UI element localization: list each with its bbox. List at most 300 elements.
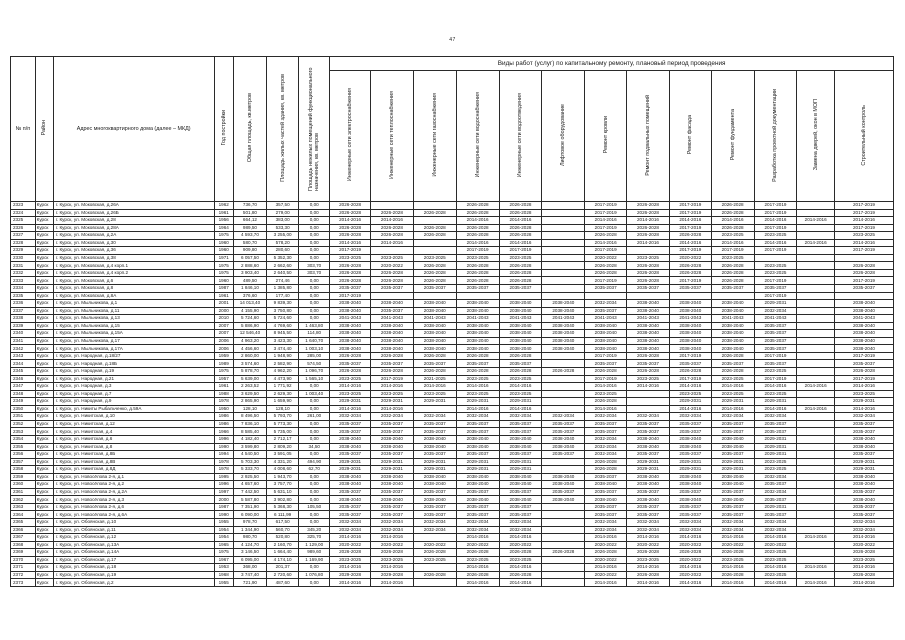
table-cell: 4 769,60 — [267, 322, 299, 330]
table-cell: Курск — [35, 428, 53, 436]
table-cell: 2017-2019 — [754, 375, 797, 383]
table-cell: 2035-2037 — [413, 511, 456, 519]
table-row — [11, 269, 894, 277]
table-cell: 2029-2031 — [669, 398, 711, 406]
table-cell: Курск — [35, 549, 53, 557]
table-cell: 2026-2028 — [585, 232, 627, 240]
table-cell: г. Курск, ул. Никитская, д.6 — [53, 435, 214, 443]
table-cell: 2014-2016 — [370, 383, 413, 391]
table-cell: 2032-2034 — [834, 526, 893, 534]
table-cell: 2035-2037 — [585, 511, 627, 519]
table-cell: 2023-2025 — [754, 262, 797, 270]
table-cell: 3 902,80 — [267, 496, 299, 504]
table-cell: 2038-2040 — [370, 300, 413, 308]
table-cell: г. Курск, ул. Обоянская, д.10 — [53, 518, 214, 526]
table-cell: 2026-2028 — [413, 571, 456, 579]
table-cell: 2014-2016 — [330, 383, 371, 391]
table-cell: 2038-2040 — [585, 345, 627, 353]
table-cell: 1955 — [214, 579, 233, 587]
table-cell — [797, 518, 835, 526]
table-cell — [797, 496, 835, 504]
table-cell: 2029-2031 — [669, 466, 711, 474]
table-cell — [627, 247, 670, 255]
table-cell: 0,00 — [299, 473, 330, 481]
table-cell: 2023-2025 — [370, 556, 413, 564]
table-cell: 2026-2028 — [669, 549, 711, 557]
table-cell: 2017-2019 — [834, 277, 893, 285]
table-cell: 7 442,50 — [233, 488, 266, 496]
table-cell: 2038-2040 — [456, 473, 499, 481]
table-cell: 3 255,00 — [267, 232, 299, 240]
table-cell: 2014-2016 — [669, 383, 711, 391]
table-cell: 2017-2019 — [754, 224, 797, 232]
table-cell — [797, 511, 835, 519]
table-cell: 2014-2016 — [711, 579, 754, 587]
table-cell: 2038-2040 — [542, 337, 585, 345]
table-cell: 2032-2034 — [330, 413, 371, 421]
table-cell: 2017-2019 — [669, 352, 711, 360]
table-cell: 2026-2028 — [330, 368, 371, 376]
table-cell: 2026-2028 — [413, 269, 456, 277]
table-cell: 1987 — [214, 285, 233, 293]
table-cell: 5 735,00 — [267, 428, 299, 436]
table-cell: 376,60 — [233, 292, 266, 300]
table-cell: 2330 — [11, 254, 36, 262]
table-row — [11, 375, 894, 383]
table-cell: 2017-2019 — [754, 202, 797, 210]
table-cell: 2026-2028 — [330, 202, 371, 210]
table-cell: 2038-2040 — [711, 322, 754, 330]
table-cell: 2032-2034 — [754, 518, 797, 526]
table-cell: 2038-2040 — [627, 300, 670, 308]
table-cell: 4 657,60 — [233, 481, 266, 489]
table-cell — [797, 428, 835, 436]
table-cell — [754, 254, 797, 262]
table-cell: Курск — [35, 368, 53, 376]
table-cell: 0,00 — [299, 224, 330, 232]
table-cell: 2007 — [214, 322, 233, 330]
table-cell: 2035-2037 — [627, 360, 670, 368]
table-cell: 2038-2040 — [627, 337, 670, 345]
table-cell: 0,00 — [299, 488, 330, 496]
table-cell: 2023-2025 — [456, 556, 499, 564]
table-cell: 5 639,00 — [233, 375, 266, 383]
table-cell: 1 003,40 — [299, 390, 330, 398]
table-cell: 2014-2016 — [370, 579, 413, 587]
header-work-6: Ремонт кровли — [585, 71, 627, 202]
table-cell: 2029-2031 — [754, 398, 797, 406]
table-cell: 2032-2034 — [370, 518, 413, 526]
table-cell: Курск — [35, 458, 53, 466]
table-cell: 2014-2016 — [627, 217, 670, 225]
table-cell: 2032-2034 — [413, 518, 456, 526]
table-cell: 0,00 — [299, 420, 330, 428]
table-cell: 2026-2028 — [456, 277, 499, 285]
table-cell: 2014-2016 — [456, 579, 499, 587]
table-cell: Курск — [35, 534, 53, 542]
table-cell: 2035-2037 — [413, 420, 456, 428]
header-work-9: Ремонт фундамента — [711, 71, 754, 202]
table-cell: г. Курск, ул. Моковская, д.36 — [53, 247, 214, 255]
table-cell: 1989 — [214, 360, 233, 368]
header-work-4: Инженерные сети водоотведения — [499, 71, 542, 202]
table-cell: 2035-2037 — [456, 360, 499, 368]
table-cell: 5 724,60 — [233, 315, 266, 323]
table-cell — [797, 458, 835, 466]
table-cell: 2026-2028 — [330, 232, 371, 240]
table-cell: 2038-2040 — [413, 337, 456, 345]
table-row — [11, 398, 894, 406]
table-cell: г. Курск, ул. Никитская, д.8В — [53, 458, 214, 466]
header-total-area: Общая площадь, кв.метров — [233, 57, 266, 202]
table-cell: 2023-2025 — [330, 390, 371, 398]
table-cell: Курск — [35, 526, 53, 534]
table-cell: 2035-2037 — [330, 420, 371, 428]
table-cell: 2035-2037 — [711, 285, 754, 293]
table-cell: 0,00 — [299, 383, 330, 391]
table-cell: 2014-2016 — [669, 217, 711, 225]
table-cell: 5 333,70 — [233, 466, 266, 474]
table-cell: 2014-2016 — [711, 217, 754, 225]
table-cell: 2029-2031 — [413, 466, 456, 474]
table-cell: 2026-2028 — [834, 571, 893, 579]
table-cell: 2035-2037 — [627, 488, 670, 496]
table-cell: 4 962,20 — [267, 368, 299, 376]
table-cell: 1967 — [214, 556, 233, 564]
table-cell: 721,90 — [233, 579, 266, 587]
table-cell: 2038-2040 — [669, 345, 711, 353]
table-cell: 2038-2040 — [834, 307, 893, 315]
table-cell: 2032-2034 — [585, 435, 627, 443]
table-cell: 2023-2025 — [499, 254, 542, 262]
table-cell: Курск — [35, 269, 53, 277]
table-cell: Курск — [35, 579, 53, 587]
table-cell — [797, 292, 835, 300]
table-cell — [797, 262, 835, 270]
table-cell: 2029-2031 — [669, 458, 711, 466]
table-cell: 1950 — [214, 405, 233, 413]
table-cell: 1997 — [214, 488, 233, 496]
table-cell: Курск — [35, 292, 53, 300]
table-cell: 2017-2019 — [834, 202, 893, 210]
table-cell: 736,70 — [233, 202, 266, 210]
table-cell: 2035-2037 — [585, 307, 627, 315]
table-cell: 2017-2019 — [499, 247, 542, 255]
table-cell: 2026-2028 — [456, 232, 499, 240]
table-cell — [797, 330, 835, 338]
table-row — [11, 224, 894, 232]
table-cell: 1986 — [214, 413, 233, 421]
table-cell — [542, 541, 585, 549]
table-row — [11, 383, 894, 391]
table-cell — [797, 398, 835, 406]
table-cell: 2035-2037 — [711, 503, 754, 511]
table-cell: 2014-2016 — [330, 579, 371, 587]
table-row — [11, 209, 894, 217]
table-cell: г. Курск, ул. Обоянская, д.17 — [53, 556, 214, 564]
table-cell: 1961 — [214, 383, 233, 391]
table-cell: 2032-2034 — [627, 518, 670, 526]
table-cell: 2349 — [11, 398, 36, 406]
table-cell: 0,00 — [299, 481, 330, 489]
table-cell: 2035-2037 — [456, 420, 499, 428]
table-cell: г. Курск, ул. Мыльникова, д.17 — [53, 337, 214, 345]
table-cell: 2026-2028 — [370, 277, 413, 285]
table-cell: 1971 — [214, 254, 233, 262]
table-cell: 0,00 — [299, 285, 330, 293]
table-cell: 2035-2037 — [834, 488, 893, 496]
table-cell: 2035-2037 — [330, 511, 371, 519]
table-cell: 2017-2019 — [754, 277, 797, 285]
table-cell: 2026-2028 — [456, 269, 499, 277]
table-row — [11, 466, 894, 474]
table-cell: 2032-2034 — [834, 518, 893, 526]
table-cell: 3 474,40 — [267, 345, 299, 353]
table-cell: 2026-2028 — [413, 549, 456, 557]
table-cell: 2035-2037 — [754, 360, 797, 368]
table-cell: 2017-2019 — [669, 277, 711, 285]
table-cell: 2026-2028 — [627, 277, 670, 285]
table-cell: г. Курск, ул. Никитская, д.10 — [53, 413, 214, 421]
table-cell: 2026-2028 — [585, 262, 627, 270]
header-year: Год постройки — [214, 57, 233, 202]
table-cell: 2014-2016 — [330, 239, 371, 247]
table-cell: 2038-2040 — [585, 481, 627, 489]
table-cell — [797, 556, 835, 564]
table-cell — [413, 239, 456, 247]
table-cell — [797, 269, 835, 277]
table-cell: 2026-2028 — [627, 202, 670, 210]
table-cell: 7 836,10 — [233, 420, 266, 428]
table-cell: 2038-2040 — [330, 345, 371, 353]
table-cell: 2035-2037 — [834, 503, 893, 511]
table-cell: 2038-2040 — [627, 443, 670, 451]
table-cell: 1 385,80 — [267, 285, 299, 293]
table-row — [11, 307, 894, 315]
header-living-area: Площадь жилых частей здания, кв. метров — [267, 57, 299, 202]
table-cell: 2026-2028 — [711, 352, 754, 360]
table-cell: г. Курск, ул. Обоянская, д.14А — [53, 549, 214, 557]
table-cell: 128,10 — [267, 405, 299, 413]
table-cell: 1953 — [214, 564, 233, 572]
table-cell: 2038-2040 — [330, 435, 371, 443]
table-cell: 2006 — [214, 345, 233, 353]
table-cell: 2026-2028 — [669, 368, 711, 376]
table-cell: 2035-2037 — [499, 451, 542, 459]
table-cell: 0,00 — [299, 405, 330, 413]
table-cell: 2017-2019 — [834, 209, 893, 217]
table-cell: 2366 — [11, 526, 36, 534]
table-cell: 1995 — [214, 473, 233, 481]
table-cell — [797, 209, 835, 217]
table-cell: 2365 — [11, 518, 36, 526]
table-cell: 4 174,10 — [267, 556, 299, 564]
table-cell: 1975 — [214, 269, 233, 277]
table-cell: г. Курск, ул. Народная, д.9 — [53, 398, 214, 406]
table-cell: 2014-2016 — [797, 564, 835, 572]
table-cell — [797, 277, 835, 285]
table-cell: 2026-2028 — [413, 352, 456, 360]
table-cell: 2006 — [214, 337, 233, 345]
table-cell: 2026-2028 — [413, 232, 456, 240]
table-cell: 2029-2031 — [456, 466, 499, 474]
table-cell: 2344 — [11, 360, 36, 368]
table-cell — [797, 420, 835, 428]
table-cell: 2023-2025 — [711, 556, 754, 564]
table-cell: Курск — [35, 398, 53, 406]
table-row — [11, 254, 894, 262]
table-cell: 2 720,60 — [267, 571, 299, 579]
table-cell — [834, 254, 893, 262]
table-cell: 2017-2019 — [754, 209, 797, 217]
table-cell: 2026-2028 — [585, 466, 627, 474]
table-cell: 0,00 — [299, 428, 330, 436]
table-cell: 2014-2016 — [499, 239, 542, 247]
table-cell: 2035-2037 — [330, 451, 371, 459]
table-cell: 2038-2040 — [413, 330, 456, 338]
table-cell: 2029-2031 — [370, 398, 413, 406]
table-cell: 2023-2025 — [754, 390, 797, 398]
table-cell: 2014-2016 — [330, 534, 371, 542]
table-cell: 2026-2028 — [499, 571, 542, 579]
table-cell: 2023-2025 — [456, 254, 499, 262]
table-cell: 2369 — [11, 549, 36, 557]
table-cell: 3 599,80 — [233, 443, 266, 451]
table-cell: 2038-2040 — [627, 322, 670, 330]
table-cell: 1 846,10 — [233, 285, 266, 293]
table-cell — [413, 292, 456, 300]
table-cell: г. Курск, ул. Никитская, д.12 — [53, 420, 214, 428]
table-cell: 2038-2040 — [330, 330, 371, 338]
table-row — [11, 579, 894, 587]
table-cell: 2026-2028 — [711, 368, 754, 376]
table-cell: 2035-2037 — [499, 488, 542, 496]
table-cell: 2032-2034 — [754, 413, 797, 421]
table-cell: 2035-2037 — [330, 285, 371, 293]
table-row — [11, 458, 894, 466]
table-cell: 2038-2040 — [711, 307, 754, 315]
table-cell: г. Курск, ул. Моковская, д.2А — [53, 232, 214, 240]
table-cell: 2026-2028 — [585, 398, 627, 406]
table-cell: 2014-2016 — [413, 383, 456, 391]
table-cell: 0,00 — [299, 209, 330, 217]
table-cell: 2038-2040 — [542, 322, 585, 330]
table-cell: 2335 — [11, 292, 36, 300]
table-cell: 2026-2028 — [370, 209, 413, 217]
table-cell: 2 640,50 — [267, 269, 299, 277]
table-cell: Курск — [35, 277, 53, 285]
table-cell: 989,60 — [299, 549, 330, 557]
table-cell: 2023-2025 — [834, 390, 893, 398]
table-cell: 2023-2025 — [330, 254, 371, 262]
table-cell: 2038-2040 — [456, 496, 499, 504]
table-cell: 2029-2031 — [413, 398, 456, 406]
header-district: Район — [35, 57, 53, 202]
table-cell: 2035-2037 — [711, 488, 754, 496]
table-cell — [542, 254, 585, 262]
table-cell: г. Курск, ул. Обоянская, д.18 — [53, 564, 214, 572]
table-cell: 2 582,90 — [267, 360, 299, 368]
table-cell — [627, 398, 670, 406]
table-cell: 2325 — [11, 217, 36, 225]
table-cell: 2026-2028 — [834, 368, 893, 376]
table-cell: 0,00 — [299, 307, 330, 315]
table-cell: 2017-2019 — [585, 209, 627, 217]
table-cell: Курск — [35, 481, 53, 489]
table-cell: 5 773,30 — [267, 420, 299, 428]
table-cell: 2035-2037 — [330, 503, 371, 511]
table-cell: 4 963,20 — [233, 337, 266, 345]
table-cell: 2014-2016 — [834, 534, 893, 542]
table-cell: 2342 — [11, 345, 36, 353]
header-work-11: Замена дверей, окон в МОП — [797, 71, 835, 202]
table-cell — [542, 209, 585, 217]
table-cell: 1 169,90 — [299, 556, 330, 564]
table-cell: 2367 — [11, 534, 36, 542]
table-cell — [542, 579, 585, 587]
table-cell: 2 662,60 — [267, 262, 299, 270]
table-cell: 2026-2028 — [413, 277, 456, 285]
table-cell: 2014-2016 — [797, 383, 835, 391]
table-cell: г. Курск, ул. Мыльникова, д.1 — [53, 300, 214, 308]
table-cell: 2014-2016 — [797, 217, 835, 225]
table-cell: г. Курск, ул. Моковская, д.28А — [53, 224, 214, 232]
table-cell: 2026-2028 — [711, 224, 754, 232]
table-row — [11, 413, 894, 421]
table-cell: 2329 — [11, 247, 36, 255]
table-cell — [542, 526, 585, 534]
table-cell: 2029-2031 — [627, 458, 670, 466]
table-cell: 2026-2028 — [627, 549, 670, 557]
table-cell: 383,00 — [267, 217, 299, 225]
table-cell: 7 351,90 — [233, 503, 266, 511]
table-cell: 2029-2031 — [754, 503, 797, 511]
table-cell: 2041-2043 — [542, 315, 585, 323]
table-cell: 2017-2019 — [834, 352, 893, 360]
table-cell: 128,10 — [233, 405, 266, 413]
table-cell: 2026-2028 — [413, 262, 456, 270]
table-cell: 2035-2037 — [754, 322, 797, 330]
table-cell: 2026-2028 — [499, 549, 542, 557]
table-cell: 2023-2025 — [834, 232, 893, 240]
table-cell: 2357 — [11, 458, 36, 466]
table-cell — [542, 217, 585, 225]
table-cell: 2026-2028 — [456, 571, 499, 579]
table-cell: 303,70 — [299, 262, 330, 270]
table-cell: г. Курск, ул. Мыльникова, д.11 — [53, 307, 214, 315]
table-cell: 2035-2037 — [413, 428, 456, 436]
table-cell: 2014-2016 — [834, 579, 893, 587]
table-cell: 2032-2034 — [330, 518, 371, 526]
table-cell: Курск — [35, 496, 53, 504]
table-cell: 2001 — [214, 300, 233, 308]
table-cell: 1975 — [214, 549, 233, 557]
table-cell: 1 344,90 — [233, 526, 266, 534]
table-cell: 2371 — [11, 564, 36, 572]
header-nonres-area: Площадь нежилых помещений функционального назначения, кв. метров — [299, 57, 330, 202]
table-row — [11, 541, 894, 549]
table-row — [11, 262, 894, 270]
table-cell: 2356 — [11, 451, 36, 459]
table-cell: 0,00 — [299, 300, 330, 308]
table-cell: Курск — [35, 466, 53, 474]
table-cell — [542, 360, 585, 368]
table-cell — [797, 368, 835, 376]
table-cell: 2014-2016 — [456, 217, 499, 225]
table-cell: 2035-2037 — [413, 285, 456, 293]
table-row — [11, 511, 894, 519]
table-cell: 2023-2025 — [711, 390, 754, 398]
